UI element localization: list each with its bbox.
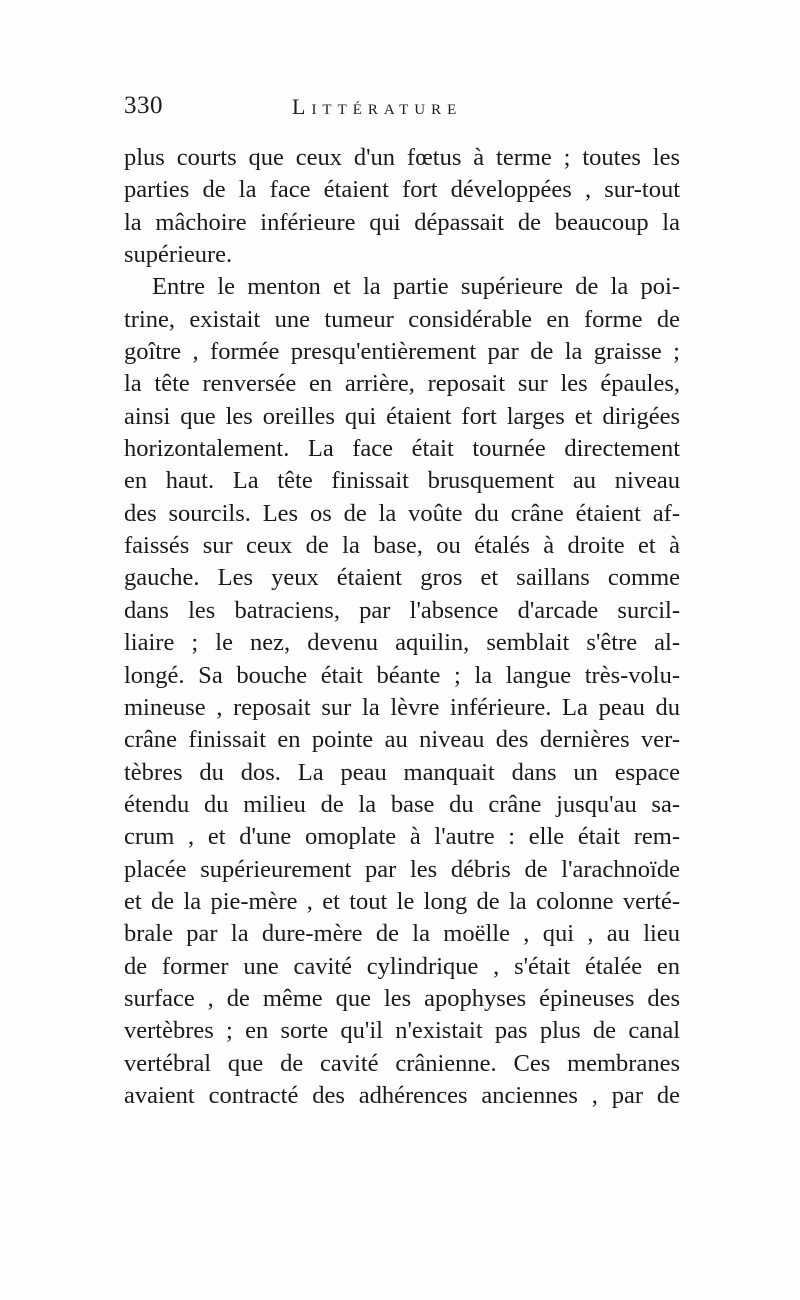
text-line: parties de la face étaient fort développées , sur-tout bbox=[124, 176, 680, 204]
text-line: de former une cavité cylindrique , s'était étalée en bbox=[124, 952, 680, 980]
text-line: crâne finissait en pointe au niveau des dernières ver- bbox=[124, 726, 680, 754]
running-head bbox=[124, 92, 680, 132]
text-line: vertébral que de cavité crânienne. Ces membranes bbox=[124, 1049, 680, 1077]
text-line: liaire ; le nez, devenu aquilin, semblait s'être al- bbox=[124, 629, 680, 657]
text-line: horizontalement. La face était tournée directement bbox=[124, 435, 680, 463]
text-line: tèbres du dos. La peau manquait dans un espace bbox=[124, 758, 680, 786]
text-line: vertèbres ; en sorte qu'il n'existait pas plus de canal bbox=[124, 1017, 680, 1045]
text-line: dans les batraciens, par l'absence d'arcade surcil- bbox=[124, 596, 680, 624]
text-line: plus courts que ceux d'un fœtus à terme ; toutes les bbox=[124, 144, 680, 171]
text-line: trine, existait une tumeur considérable en forme de bbox=[124, 305, 680, 333]
text-line: surface , de même que les apophyses épineuses des bbox=[124, 984, 680, 1012]
text-line: crum , et d'une omoplate à l'autre : elle était rem- bbox=[124, 823, 680, 851]
text-line: longé. Sa bouche était béante ; la langue très-volu- bbox=[124, 661, 680, 689]
text-line: la tête renversée en arrière, reposait sur les épaules, bbox=[124, 370, 680, 398]
page-number: 330 bbox=[124, 92, 163, 119]
text-line: brale par la dure-mère de la moëlle , qui , au lieu bbox=[124, 920, 680, 948]
text-line: étendu du milieu de la base du crâne jusqu'au sa- bbox=[124, 790, 680, 818]
text-line: ainsi que les oreilles qui étaient fort larges et dirigées bbox=[124, 402, 680, 430]
text-line: supérieure. bbox=[124, 241, 233, 269]
running-title: Littérature bbox=[292, 94, 463, 119]
text-line: avaient contracté des adhérences anciennes , par de bbox=[124, 1081, 680, 1109]
text-line: faissés sur ceux de la base, ou étalés à droite et à bbox=[124, 532, 680, 560]
text-line: gauche. Les yeux étaient gros et saillans comme bbox=[124, 564, 680, 592]
text-body bbox=[124, 142, 680, 1112]
text-line: et de la pie-mère , et tout le long de la colonne verté- bbox=[124, 887, 680, 915]
text-line: mineuse , reposait sur la lèvre inférieure. La peau du bbox=[124, 693, 680, 721]
text-line: placée supérieurement par les débris de l'arachnoïde bbox=[124, 855, 680, 883]
text-line: la mâchoire inférieure qui dépassait de beaucoup la bbox=[124, 208, 680, 236]
text-line: en haut. La tête finissait brusquement au niveau bbox=[124, 467, 680, 495]
text-line: des sourcils. Les os de la voûte du crâne étaient af- bbox=[124, 499, 680, 527]
text-line: Entre le menton et la partie supérieure de la poi- bbox=[152, 273, 680, 301]
text-line: goître , formée presqu'entièrement par de la graisse ; bbox=[124, 338, 680, 366]
